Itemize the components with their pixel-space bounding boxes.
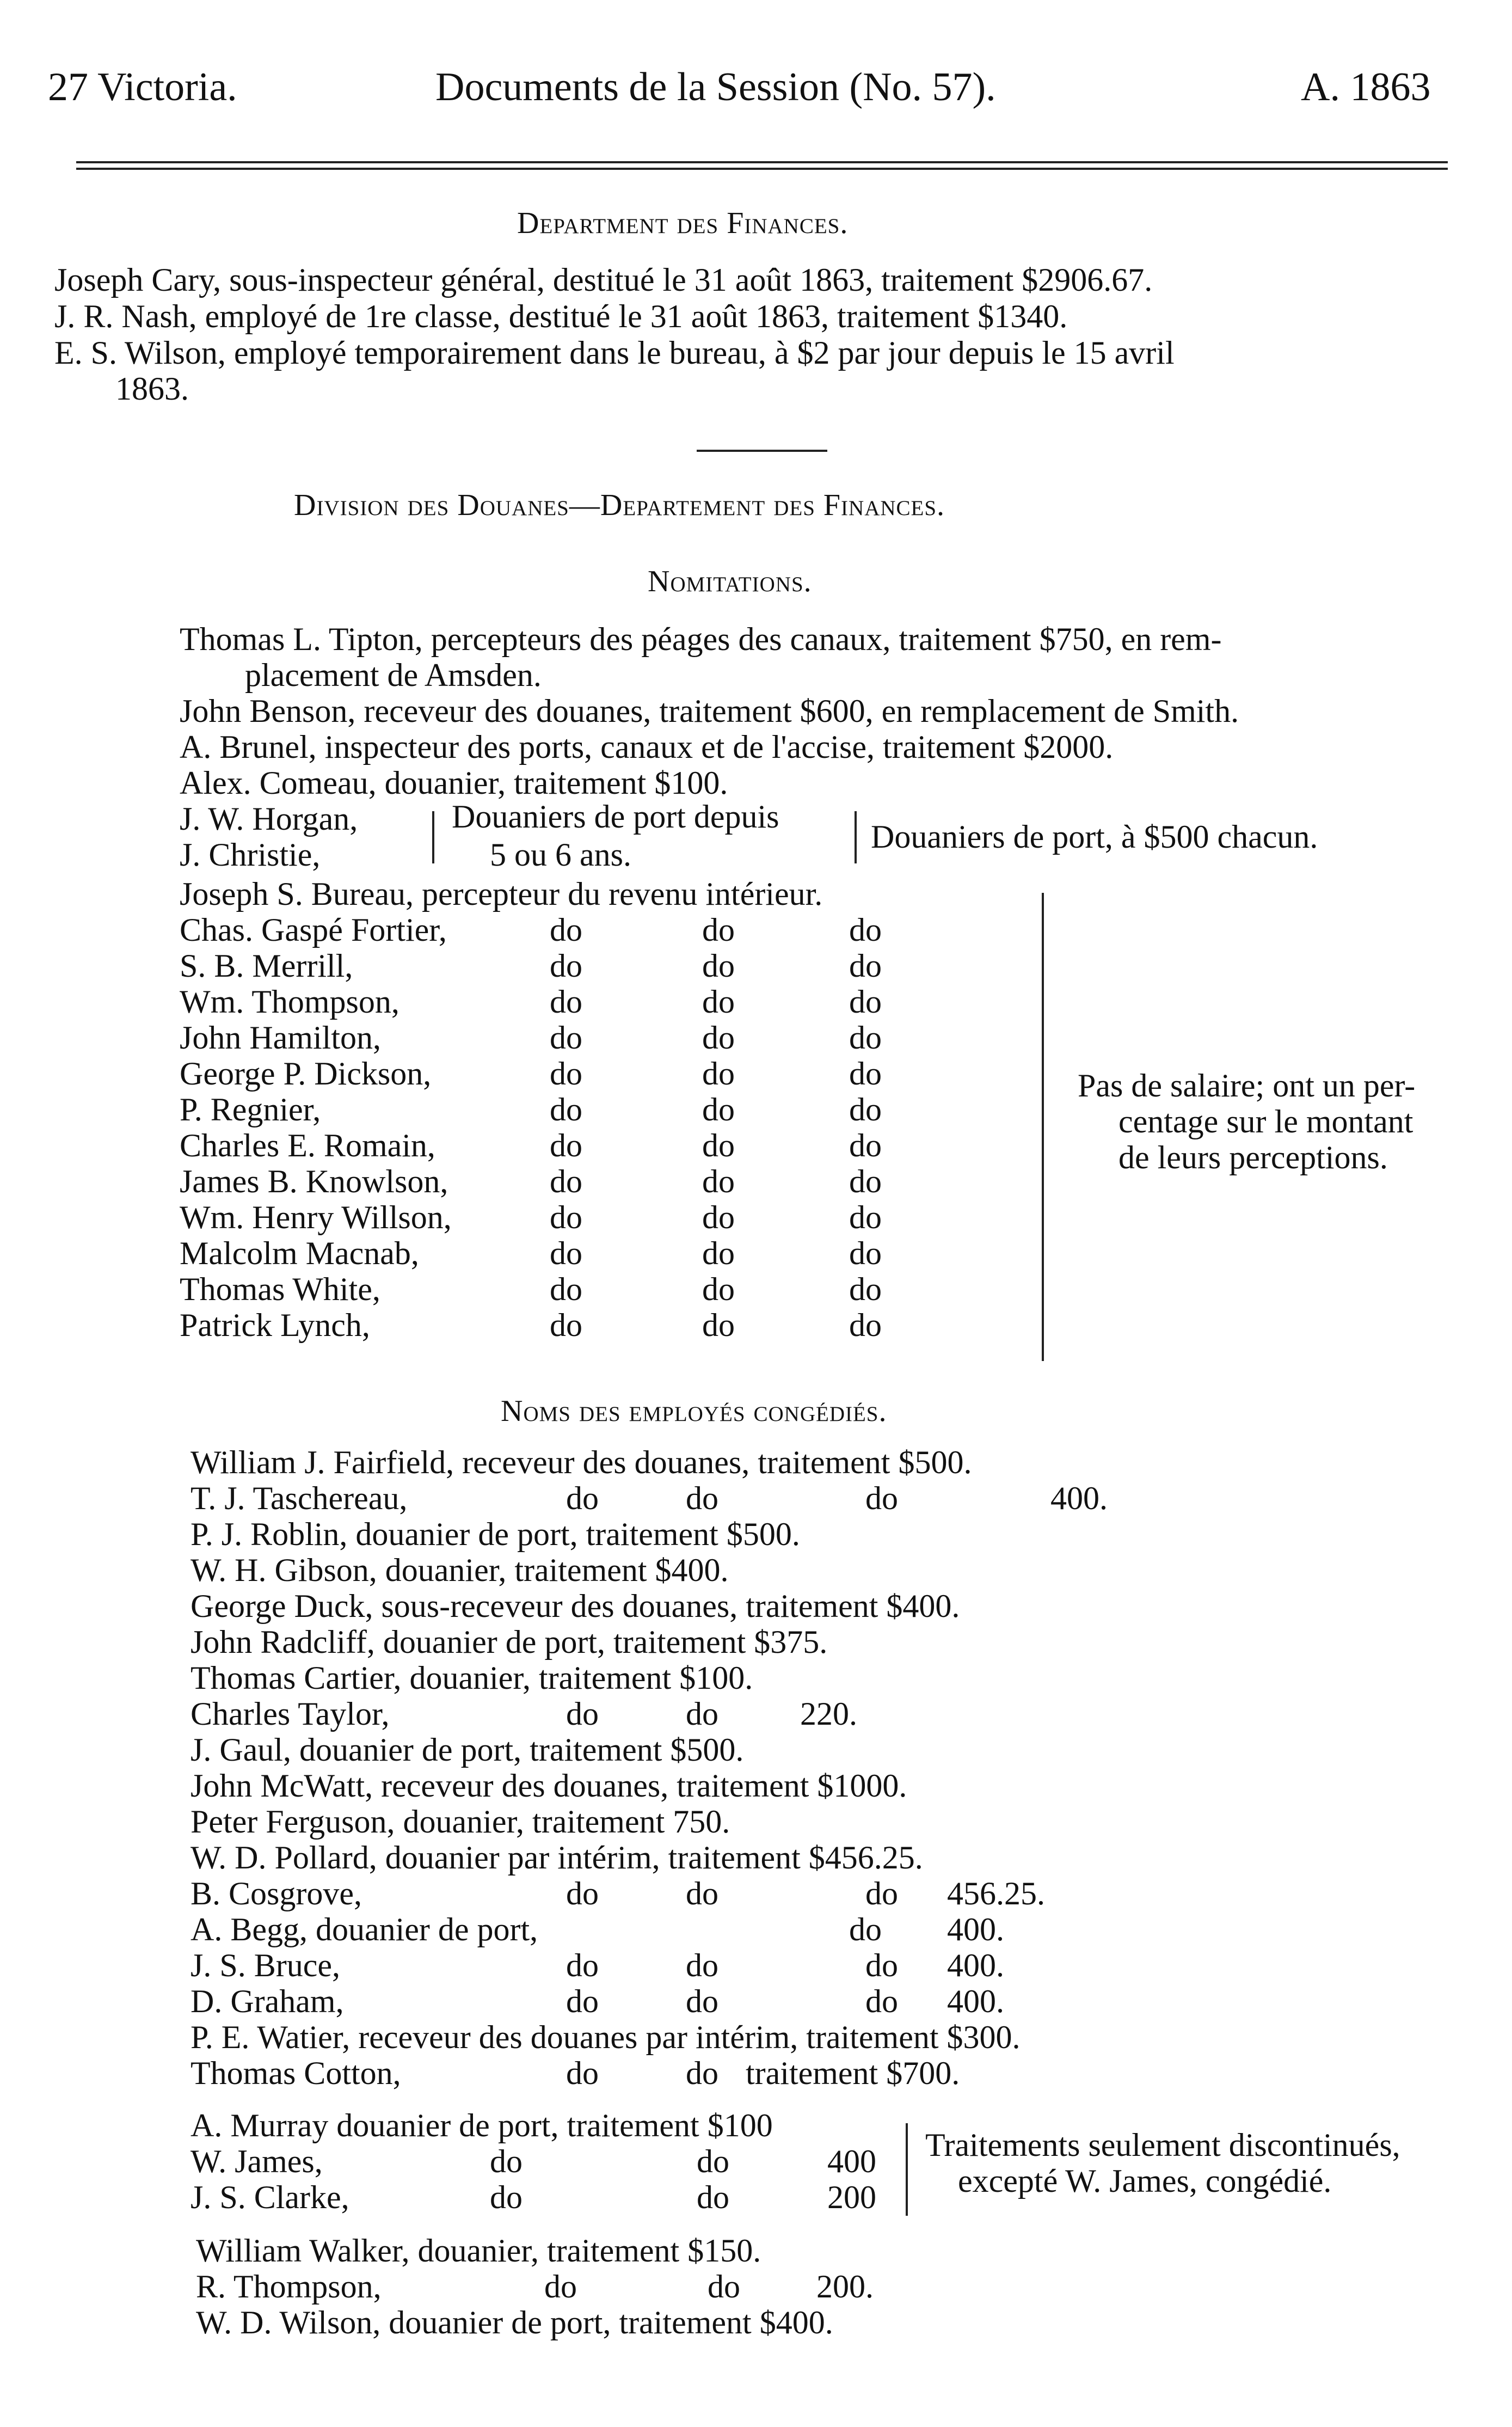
section-heading-finances: Department des Finances. — [517, 206, 849, 240]
dismissed-ditto: do — [865, 1947, 898, 1983]
subheading-dismissed: Noms des employés congédiés. — [501, 1394, 887, 1428]
collector-name: S. B. Merrill, — [180, 948, 353, 984]
dismissed-entry: George Duck, sous-receveur des douanes, traitement $400. — [190, 1588, 960, 1624]
port-group-name: J. W. Horgan, — [180, 801, 358, 837]
dismissed-ditto: 400. — [1050, 1480, 1108, 1516]
discontinued-ditto: do — [490, 2143, 523, 2179]
collector-ditto: do — [550, 1127, 582, 1163]
finances-line: J. R. Nash, employé de 1re classe, destitué le 31 août 1863, traitement $1340. — [54, 298, 1068, 334]
collector-name: P. Regnier, — [180, 1092, 321, 1127]
header-rule-top — [76, 161, 1448, 163]
section-divider — [697, 450, 827, 452]
dismissed-ditto: do — [566, 1947, 599, 1983]
dismissed-ditto: do — [566, 1983, 599, 2019]
dismissed-entry: B. Cosgrove, — [190, 1876, 362, 1911]
collector-name: George P. Dickson, — [180, 1056, 432, 1092]
dismissed-entry: J. Gaul, douanier de port, traitement $500. — [190, 1732, 744, 1768]
collector-ditto: do — [550, 984, 582, 1020]
collector-name: Wm. Henry Willson, — [180, 1199, 452, 1235]
collectors-note: de leurs perceptions. — [1118, 1139, 1388, 1175]
collector-ditto: do — [702, 948, 735, 984]
dismissed-ditto: 220. — [800, 1696, 857, 1732]
dismissed-ditto: do — [686, 2055, 718, 2091]
finances-line: 1863. — [115, 371, 189, 407]
dismissed-entry: Thomas Cotton, — [190, 2055, 401, 2091]
collector-ditto: do — [702, 1020, 735, 1056]
brace-port-names — [423, 811, 434, 863]
dismissed-entry: P. J. Roblin, douanier de port, traitement $500. — [190, 1516, 800, 1552]
collector-name: Patrick Lynch, — [180, 1307, 370, 1343]
dismissed-entry: D. Graham, — [190, 1983, 344, 2019]
dismissed-ditto: do — [865, 1480, 898, 1516]
dismissed-entry: P. E. Watier, receveur des douanes par intérim, traitement $300. — [190, 2019, 1021, 2055]
dismissed-entry: W. D. Pollard, douanier par intérim, traitement $456.25. — [190, 1840, 923, 1876]
nomination-line: Alex. Comeau, douanier, traitement $100. — [180, 765, 728, 801]
discontinued-ditto: do — [697, 2179, 729, 2215]
collector-name: Wm. Thompson, — [180, 984, 399, 1020]
collector-ditto: do — [702, 1271, 735, 1307]
collector-ditto: do — [849, 984, 882, 1020]
collectors-note: Pas de salaire; ont un per- — [1078, 1068, 1416, 1104]
dismissed-ditto: do — [849, 1911, 882, 1947]
discontinued-ditto: do — [490, 2179, 523, 2215]
collector-ditto: do — [849, 1092, 882, 1127]
collector-ditto: do — [702, 1235, 735, 1271]
brace-collectors — [1034, 893, 1044, 1361]
collector-name: Chas. Gaspé Fortier, — [180, 912, 447, 948]
discontinued-entry: A. Murray douanier de port, traitement $100 — [190, 2107, 773, 2143]
collector-name: Thomas White, — [180, 1271, 380, 1307]
nomination-line: placement de Amsden. — [245, 657, 542, 693]
finances-line: E. S. Wilson, employé temporairement dans le bureau, à $2 par jour depuis le 15 avril — [54, 335, 1175, 371]
collector-ditto: do — [550, 1307, 582, 1343]
final-entry: W. D. Wilson, douanier de port, traitement $400. — [196, 2305, 833, 2340]
collector-ditto: do — [849, 1307, 882, 1343]
final-ditto: 200. — [816, 2269, 874, 2305]
nomination-line: John Benson, receveur des douanes, traitement $600, en remplacement de Smith. — [180, 693, 1239, 729]
discontinued-entry: J. S. Clarke, — [190, 2179, 349, 2215]
dismissed-ditto: do — [566, 1696, 599, 1732]
dismissed-ditto: do — [566, 1876, 599, 1911]
section-heading-douanes: Division des Douanes—Departement des Finances. — [294, 488, 945, 522]
discontinued-ditto: 200 — [827, 2179, 876, 2215]
dismissed-ditto: do — [686, 1480, 718, 1516]
header-session-year: 27 Victoria. — [48, 65, 237, 109]
collector-ditto: do — [550, 912, 582, 948]
collector-ditto: do — [550, 1235, 582, 1271]
collector-first-line: Joseph S. Bureau, percepteur du revenu intérieur. — [180, 876, 823, 912]
dismissed-ditto: traitement $700. — [746, 2055, 960, 2091]
port-group-note: Douaniers de port, à $500 chacun. — [871, 819, 1318, 855]
dismissed-ditto: 456.25. — [947, 1876, 1045, 1911]
collector-ditto: do — [550, 1056, 582, 1092]
dismissed-ditto: do — [566, 2055, 599, 2091]
collector-ditto: do — [550, 1092, 582, 1127]
collector-ditto: do — [550, 1271, 582, 1307]
dismissed-entry: W. H. Gibson, douanier, traitement $400. — [190, 1552, 729, 1588]
dismissed-ditto: do — [686, 1696, 718, 1732]
collector-ditto: do — [849, 948, 882, 984]
collector-ditto: do — [702, 984, 735, 1020]
collector-ditto: do — [702, 1056, 735, 1092]
discontinued-entry: W. James, — [190, 2143, 323, 2179]
collector-name: John Hamilton, — [180, 1020, 381, 1056]
collector-ditto: do — [702, 912, 735, 948]
discontinued-ditto: do — [697, 2143, 729, 2179]
dismissed-ditto: do — [865, 1876, 898, 1911]
discontinued-ditto: 400 — [827, 2143, 876, 2179]
collector-ditto: do — [849, 1127, 882, 1163]
collector-ditto: do — [849, 1056, 882, 1092]
collector-ditto: do — [849, 912, 882, 948]
dismissed-ditto: do — [686, 1983, 718, 2019]
collector-ditto: do — [849, 1163, 882, 1199]
dismissed-ditto: do — [686, 1947, 718, 1983]
nomination-line: Thomas L. Tipton, percepteurs des péages des canaux, traitement $750, en rem- — [180, 621, 1222, 657]
subheading-nominations: Nomitations. — [648, 565, 812, 598]
collector-name: James B. Knowlson, — [180, 1163, 448, 1199]
header-rule-bottom — [76, 168, 1448, 170]
final-ditto: do — [544, 2269, 577, 2305]
port-group-desc: Douaniers de port depuis — [452, 799, 779, 835]
final-ditto: do — [708, 2269, 740, 2305]
collectors-note: centage sur le montant — [1118, 1104, 1413, 1139]
collector-ditto: do — [702, 1127, 735, 1163]
dismissed-entry: William J. Fairfield, receveur des douanes, traitement $500. — [190, 1444, 972, 1480]
collector-ditto: do — [849, 1271, 882, 1307]
header-document-title: Documents de la Session (No. 57). — [435, 65, 996, 109]
port-group-name: J. Christie, — [180, 837, 321, 873]
final-entry: William Walker, douanier, traitement $150. — [196, 2233, 761, 2269]
dismissed-entry: T. J. Taschereau, — [190, 1480, 408, 1516]
finances-line: Joseph Cary, sous-inspecteur général, destitué le 31 août 1863, traitement $2906.67. — [54, 262, 1153, 298]
collector-ditto: do — [550, 948, 582, 984]
collector-ditto: do — [849, 1235, 882, 1271]
final-entry: R. Thompson, — [196, 2269, 382, 2305]
collector-ditto: do — [702, 1199, 735, 1235]
port-group-desc: 5 ou 6 ans. — [490, 837, 631, 873]
dismissed-entry: Thomas Cartier, douanier, traitement $100. — [190, 1660, 753, 1696]
dismissed-entry: A. Begg, douanier de port, — [190, 1911, 538, 1947]
dismissed-entry: Peter Ferguson, douanier, traitement 750. — [190, 1804, 730, 1840]
dismissed-entry: John McWatt, receveur des douanes, traitement $1000. — [190, 1768, 907, 1804]
collector-ditto: do — [550, 1163, 582, 1199]
collector-name: Malcolm Macnab, — [180, 1235, 419, 1271]
collector-name: Charles E. Romain, — [180, 1127, 435, 1163]
dismissed-ditto: do — [566, 1480, 599, 1516]
collector-ditto: do — [849, 1199, 882, 1235]
collector-ditto: do — [702, 1307, 735, 1343]
brace-port-desc — [846, 811, 857, 863]
collector-ditto: do — [702, 1092, 735, 1127]
dismissed-entry: John Radcliff, douanier de port, traitement $375. — [190, 1624, 828, 1660]
collector-ditto: do — [849, 1020, 882, 1056]
collector-ditto: do — [702, 1163, 735, 1199]
collector-ditto: do — [550, 1020, 582, 1056]
discontinued-note: excepté W. James, congédié. — [958, 2163, 1332, 2199]
brace-discontinued — [897, 2123, 908, 2216]
nomination-line: A. Brunel, inspecteur des ports, canaux et de l'accise, traitement $2000. — [180, 729, 1114, 765]
header-year: A. 1863 — [1301, 65, 1431, 109]
discontinued-note: Traitements seulement discontinués, — [925, 2127, 1400, 2163]
dismissed-ditto: 400. — [947, 1911, 1004, 1947]
dismissed-ditto: 400. — [947, 1947, 1004, 1983]
dismissed-ditto: do — [865, 1983, 898, 2019]
dismissed-ditto: do — [686, 1876, 718, 1911]
dismissed-entry: J. S. Bruce, — [190, 1947, 340, 1983]
collector-ditto: do — [550, 1199, 582, 1235]
dismissed-entry: Charles Taylor, — [190, 1696, 390, 1732]
dismissed-ditto: 400. — [947, 1983, 1004, 2019]
